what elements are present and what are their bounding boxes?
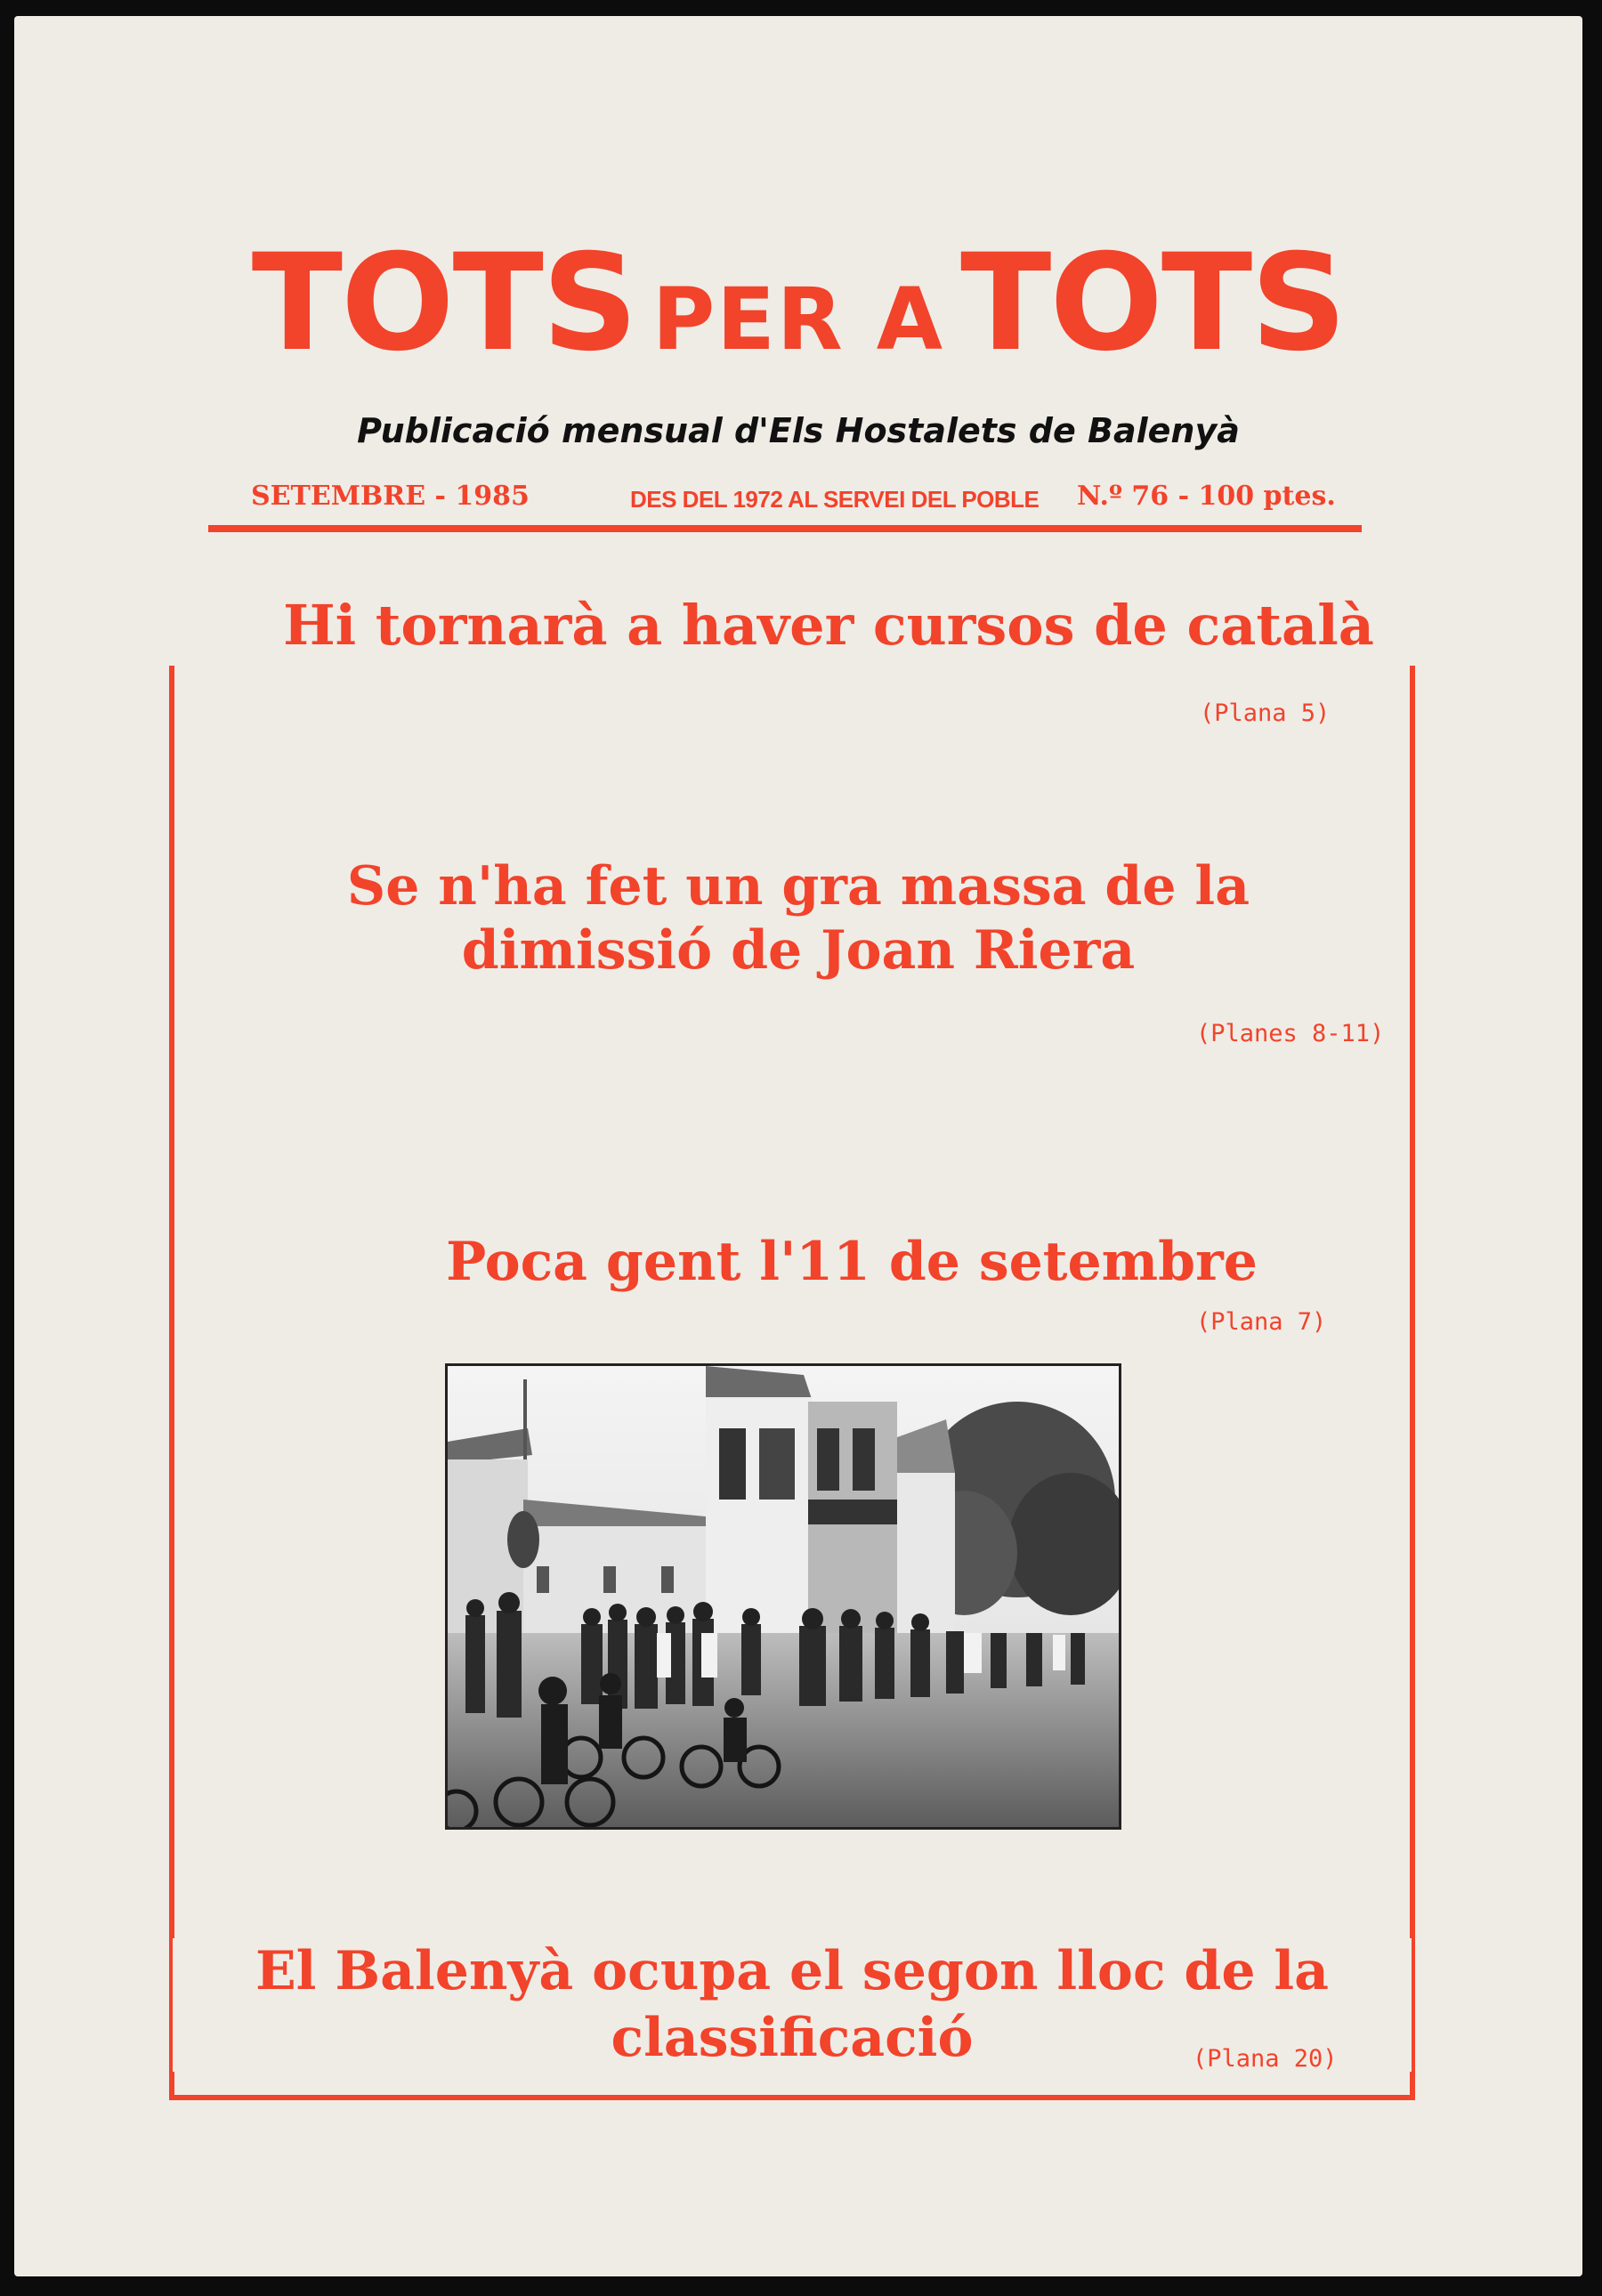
page-ref-catalan-courses: (Plana 5) xyxy=(1200,699,1331,727)
masthead-divider xyxy=(208,525,1362,532)
headline-catalan-courses: Hi tornarà a haver cursos de català xyxy=(283,593,1374,658)
page-ref-balenya: (Plana 20) xyxy=(1193,2045,1338,2073)
street-crowd-photo xyxy=(445,1363,1121,1830)
masthead-word-3: A xyxy=(876,270,945,369)
headline-joan-riera-line-1: Se n'ha fet un gra massa de la xyxy=(346,855,1250,918)
page-ref-11-setembre: (Plana 7) xyxy=(1196,1308,1327,1336)
masthead-title xyxy=(14,226,1582,381)
masthead-word-4: TOTS xyxy=(960,226,1346,381)
issue-motto: DES DEL 1972 AL SERVEI DEL POBLE xyxy=(630,486,1040,513)
issue-date: SETEMBRE - 1985 xyxy=(251,481,530,512)
masthead-word-2: PER xyxy=(651,270,845,369)
headline-balenya-line-2: classificació xyxy=(611,2007,974,2069)
masthead-word-1: TOTS xyxy=(251,226,636,381)
headline-11-setembre: Poca gent l'11 de setembre xyxy=(446,1231,1258,1293)
headline-joan-riera xyxy=(14,854,1582,982)
publication-subtitle: Publicació mensual d'Els Hostalets de Balenyà xyxy=(357,411,1240,450)
headline-balenya-line-1: El Balenyà ocupa el segon lloc de la xyxy=(255,1940,1330,2002)
cover-page xyxy=(14,16,1582,2276)
headline-joan-riera-line-2: dimissió de Joan Riera xyxy=(461,919,1136,982)
page-ref-joan-riera: (Planes 8-11) xyxy=(1196,1020,1385,1047)
photo-illustration xyxy=(448,1366,1119,1827)
issue-number-price: N.º 76 - 100 ptes. xyxy=(1077,481,1336,512)
